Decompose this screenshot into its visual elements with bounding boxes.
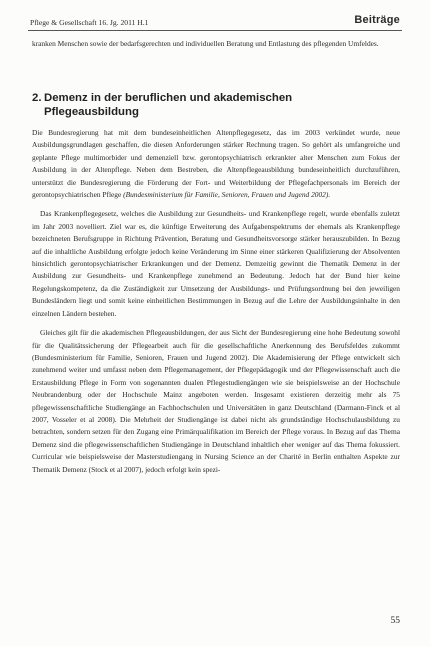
page-number: 55 xyxy=(390,616,400,626)
paragraph xyxy=(32,327,400,476)
paragraph-citation: (Bundesministerium für Familie, Senioren, Frauen und Jugend 2002). xyxy=(123,190,331,200)
running-header xyxy=(28,14,402,31)
paragraph-text: Gleiches gilt für die akademischen Pflegeausbildungen, der aus Sicht der Bundesregierung eine hohe Bedeutung sowohl für die Qualitätssicherung der Pflegearbeit auch für die gesellschaftliche Anerkennung des Berufsfeldes zukommt (Bundesministerium für Familie, Senioren, Frauen und Jugend 2002). Die Akademisierung der Pflege entwickelt sich zunehmend weiter und umfasst neben dem Pflegemanagement, der Pflegepädagogik und der Pflegewissenschaft auch die Erstausbildung Pflege in Form von sogenannten dualen Pflegestudiengängen wie sie beispielsweise an der Hochschule Neubrandenburg oder der Hochschule Mainz angeboten werden. Insgesamt existieren derzeitig mehr als 75 pflegewissenschaftliche Studiengänge an Fachhochschulen und Universitäten in ganz Deutschland (Darmann-Finck et al 2007, Vosseler et al 2008). Die Mehrheit der Studiengänge ist dabei nicht als grundständige Hochschulausbildung zu betrachten, sondern setzen für den Zugang eine Primärqualifikation im Bereich der Pflege voraus. In Bezug auf das Thema Demenz sind die pflegewissenschaftlichen Studiengänge in Deutschland inhaltlich eher weniger auf das Thema fokussiert. Curricular wie beispielsweise der Masterstudiengang in Nursing Science an der Charité in Berlin enthalten Aspekte zur Thematik Demenz (Stock et al 2007), jedoch erfolgt kein spezi- xyxy=(32,328,400,474)
paragraph-text: Die Bundesregierung hat mit dem bundeseinheitlichen Altenpflegegesetz, das im 2003 verkündet wurde, neue Ausbildungsgrundlagen geschaffen, die diesen Anforderungen stärker Rechnung tragen. So gehört als umfangreiche und geplante Pflege multimorbider und demenziell bzw. gerontopsychiatrisch erkrankter alter Menschen zum Fokus der Ausbildung in der Altenpflege. Neben dem Bestreben, die Altenpflegeausbildung bundeseinheitlich durchzuführen, unterstützt die Bundesregierung die Förderung der Fort- und Weiterbildung der Pflegefachpersonals im Bereich der gerontopsychiatrischen Pflege xyxy=(32,128,400,200)
section-heading xyxy=(32,91,400,119)
section-label: Beiträge xyxy=(354,14,400,26)
section-title-line-1: Demenz in der beruflichen und akademischen xyxy=(44,92,293,104)
paragraph-text: Das Krankenpflegegesetz, welches die Ausbildung zur Gesundheits- und Krankenpflege regelt, wurde ebenfalls zuletzt im Jahr 2003 novelliert. Ziel war es, die künftige Erweiterung des Aufgabenspektrums der ehemals als Krankenpflege bezeichneten Berufsgruppe in Richtung Prävention, Beratung und Gesundheitsvorsorge stärker herauszubilden. In Bezug auf die inhaltliche Ausbildung erfolgte jedoch keine Veränderung im Sinne einer stärkeren Qualifizierung der Absolventen hinsichtlich gerontopsychiatrischer Erkrankungen und der Demenz. Demzeitig gewinnt die Thematik Demenz in der Ausbildung zur Gesundheits- und Krankenpflege zunehmend an Bedeutung. Jedoch hat der Bund hier keine Regelungskompetenz, da die Zuständigkeit zur Umsetzung der Ausbildungs- und Prüfungsordnung bei den jeweiligen Bundesländern liegt und somit keine einheitlichen Bestimmungen in Bezug auf die Lehre der Ausbildungsinhalte in den einzelnen Ländern bestehen. xyxy=(32,209,400,318)
paragraph xyxy=(32,208,400,320)
section-title-line-2: Pflegeausbildung xyxy=(44,106,139,118)
section-number: 2. xyxy=(32,92,42,104)
body-text xyxy=(32,127,400,483)
journal-citation: Pflege & Gesellschaft 16. Jg. 2011 H.1 xyxy=(30,18,149,27)
intro-paragraph: kranken Menschen sowie der bedarfsgerechten und individuellen Beratung und Entlastung des pflegenden Umfeldes. xyxy=(32,39,379,48)
paragraph xyxy=(32,127,400,201)
